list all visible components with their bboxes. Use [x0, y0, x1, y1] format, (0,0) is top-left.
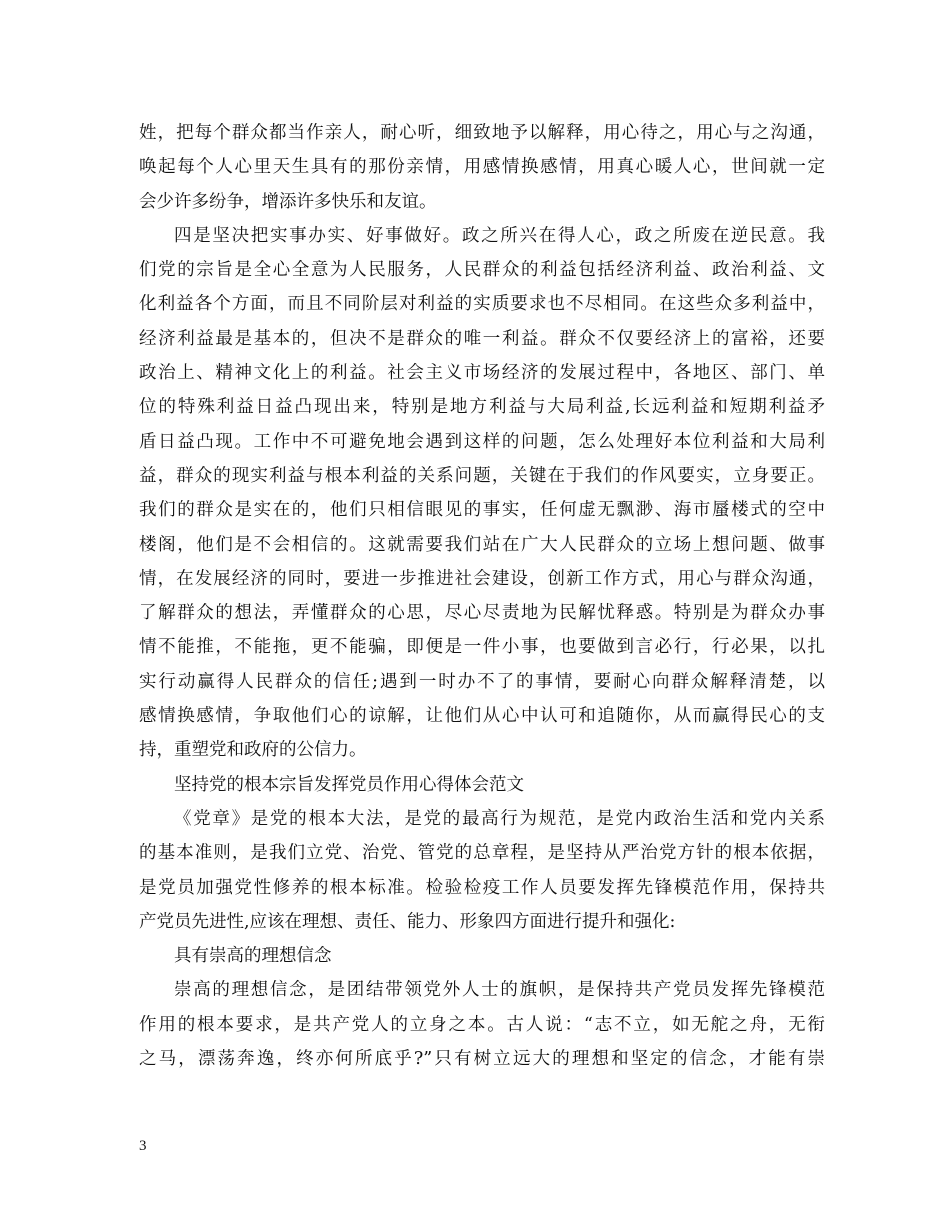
text-line: 实行动赢得人民群众的信任;遇到一时办不了的事情，要耐心向群众解释清楚，以 [139, 671, 825, 692]
text-line: 姓，把每个群众都当作亲人，耐心听，细致地予以解释，用心待之，用心与之沟通， [139, 123, 825, 143]
document-body [139, 116, 825, 1076]
text-line: 我们的群众是实在的，他们只相信眼见的事实，任何虚无飘渺、海市蜃楼式的空中 [139, 500, 825, 521]
text-line: 崇高的理想信念，是团结带领党外人士的旗帜，是保持共产党员发挥先锋模范 [174, 980, 825, 1001]
text-line: 盾日益凸现。工作中不可避免地会遇到这样的问题，怎么处理好本位利益和大局利 [139, 431, 825, 452]
text-line: 之马，漂荡奔逸，终亦何所底乎?”只有树立远大的理想和坚定的信念，才能有崇 [139, 1049, 825, 1070]
text-line: 了解群众的想法，弄懂群众的心思，尽心尽责地为民解忧释惑。特别是为群众办事 [139, 603, 825, 624]
text-line: 是党员加强党性修养的根本标准。检验检疫工作人员要发挥先锋模范作用，保持共 [139, 877, 825, 898]
text-line: 唤起每个人心里天生具有的那份亲情，用感情换感情，用真心暖人心，世间就一定 [139, 157, 825, 178]
text-line: 楼阁，他们是不会相信的。这就需要我们站在广大人民群众的立场上想问题、做事 [139, 534, 825, 555]
text-line: 四是坚决把实事办实、好事做好。政之所兴在得人心，政之所废在逆民意。我 [174, 225, 825, 246]
text-line: 《党章》是党的根本大法，是党的最高行为规范，是党内政治生活和党内关系 [174, 808, 825, 829]
text-line: 化利益各个方面，而且不同阶层对利益的实质要求也不尽相同。在这些众多利益中， [139, 294, 825, 315]
text-line: 的基本准则，是我们立党、治党、管党的总章程，是坚持从严治党方针的根本依据， [139, 843, 825, 864]
text-line: 会少许多纷争，增添许多快乐和友谊。 [139, 191, 437, 212]
text-line: 持，重塑党和政府的公信力。 [139, 740, 367, 761]
text-line: 益，群众的现实利益与根本利益的关系问题，关键在于我们的作风要实，立身要正。 [139, 465, 825, 486]
text-line: 情不能推，不能拖，更不能骗，即便是一件小事，也要做到言必行，行必果，以扎 [139, 637, 825, 658]
page-number: 3 [139, 1138, 147, 1154]
text-line: 们党的宗旨是全心全意为人民服务，人民群众的利益包括经济利益、政治利益、文 [139, 260, 825, 281]
text-line: 政治上、精神文化上的利益。社会主义市场经济的发展过程中，各地区、部门、单 [139, 363, 825, 384]
text-line: 作用的根本要求，是共产党人的立身之本。古人说：“志不立，如无舵之舟，无衔 [139, 1014, 825, 1035]
text-line: 坚持党的根本宗旨发挥党员作用心得体会范文 [174, 774, 524, 795]
text-line: 产党员先进性,应该在理想、责任、能力、形象四方面进行提升和强化: [139, 911, 676, 932]
text-line: 情，在发展经济的同时，要进一步推进社会建设，创新工作方式，用心与群众沟通， [139, 568, 825, 589]
text-line: 经济利益最是基本的，但决不是群众的唯一利益。群众不仅要经济上的富裕，还要 [139, 328, 825, 349]
text-line: 感情换感情，争取他们心的谅解，让他们从心中认可和追随你，从而赢得民心的支 [139, 706, 825, 727]
text-line: 位的特殊利益日益凸现出来，特别是地方利益与大局利益,长远利益和短期利益矛 [139, 397, 825, 418]
text-line: 具有崇高的理想信念 [174, 946, 332, 967]
